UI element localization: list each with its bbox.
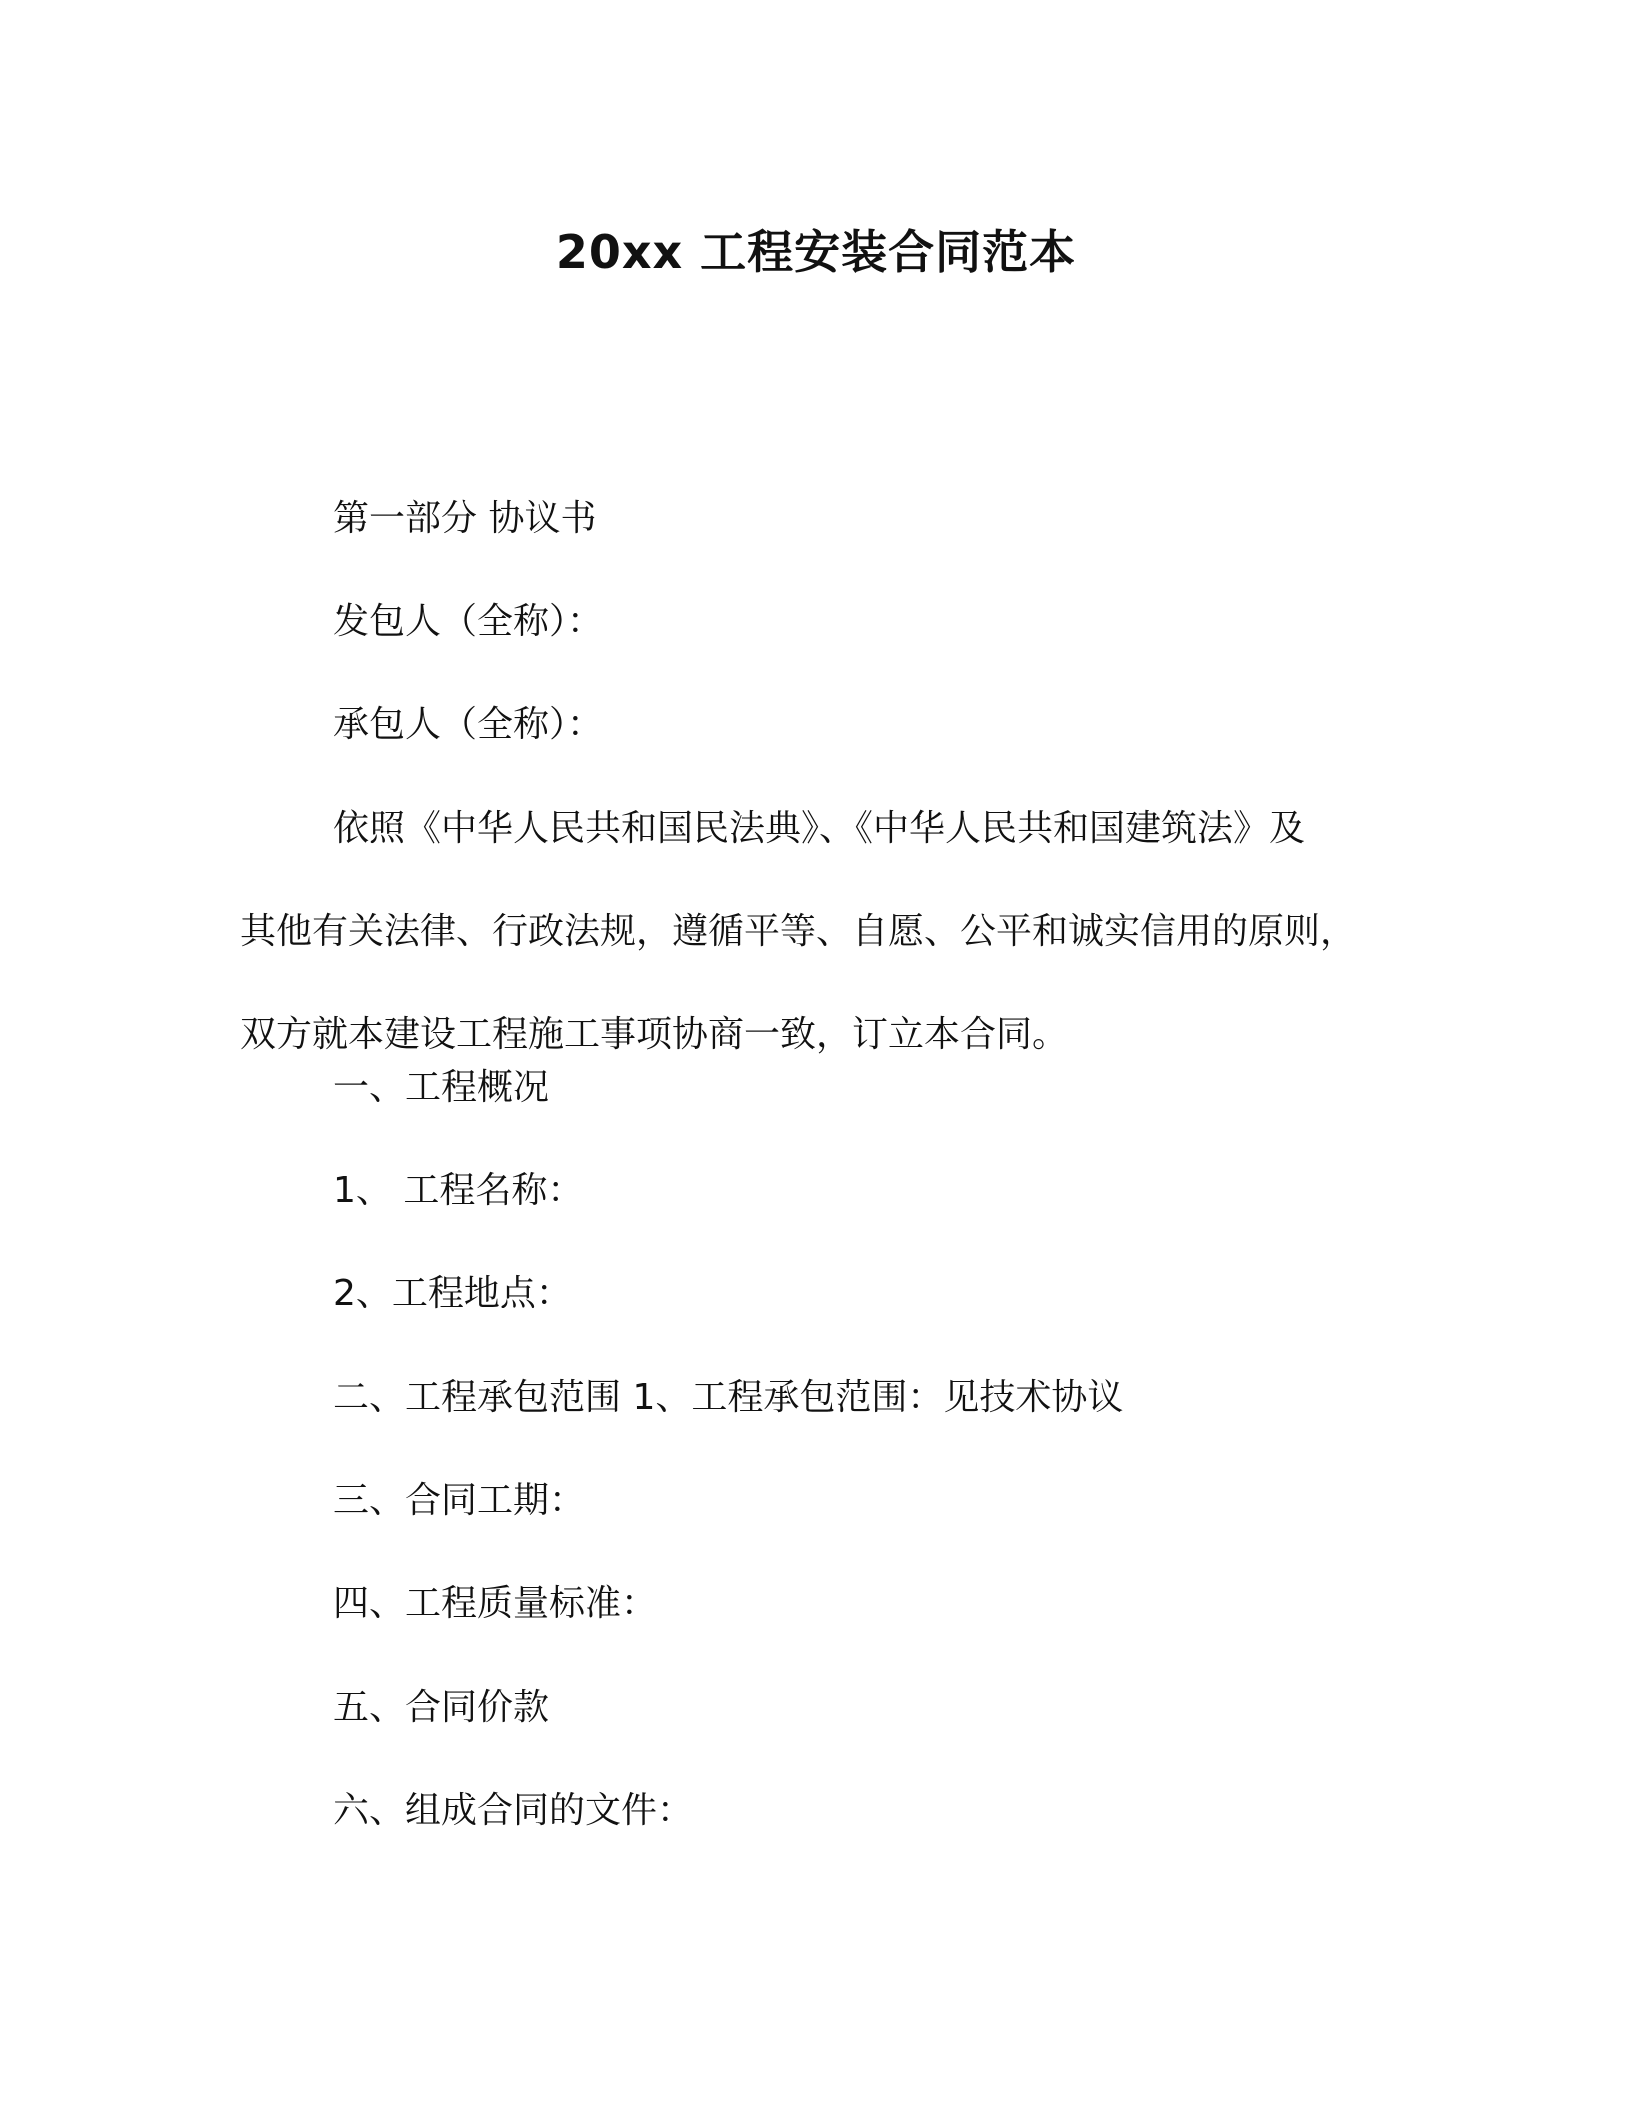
part-heading: 第一部分 协议书 (333, 498, 597, 539)
preamble-line: 双方就本建设工程施工事项协商一致，订立本合同。 (240, 1014, 1069, 1055)
preamble-line: 其他有关法律、行政法规，遵循平等、自愿、公平和诚实信用的原则， (240, 911, 1357, 952)
item-project-location: 2、工程地点： (333, 1273, 572, 1314)
section-duration: 三、合同工期： (333, 1480, 586, 1521)
item-project-name: 1、 工程名称： (333, 1170, 584, 1211)
section-documents: 六、组成合同的文件： (333, 1790, 694, 1831)
preamble-paragraph (240, 804, 1370, 1060)
section-price: 五、合同价款 (333, 1687, 550, 1728)
document-title: 20xx 工程安装合同范本 (555, 225, 1077, 279)
preamble-line: 依照《中华人民共和国民法典》、《中华人民共和国建筑法》及 (333, 808, 1306, 849)
section-overview: 一、工程概况 (333, 1067, 550, 1108)
section-scope: 二、工程承包范围 1、工程承包范围：见技术协议 (333, 1377, 1124, 1418)
contractor-label: 承包人（全称）： (333, 704, 604, 745)
section-quality: 四、工程质量标准： (333, 1583, 658, 1624)
employer-label: 发包人（全称）： (333, 601, 604, 642)
